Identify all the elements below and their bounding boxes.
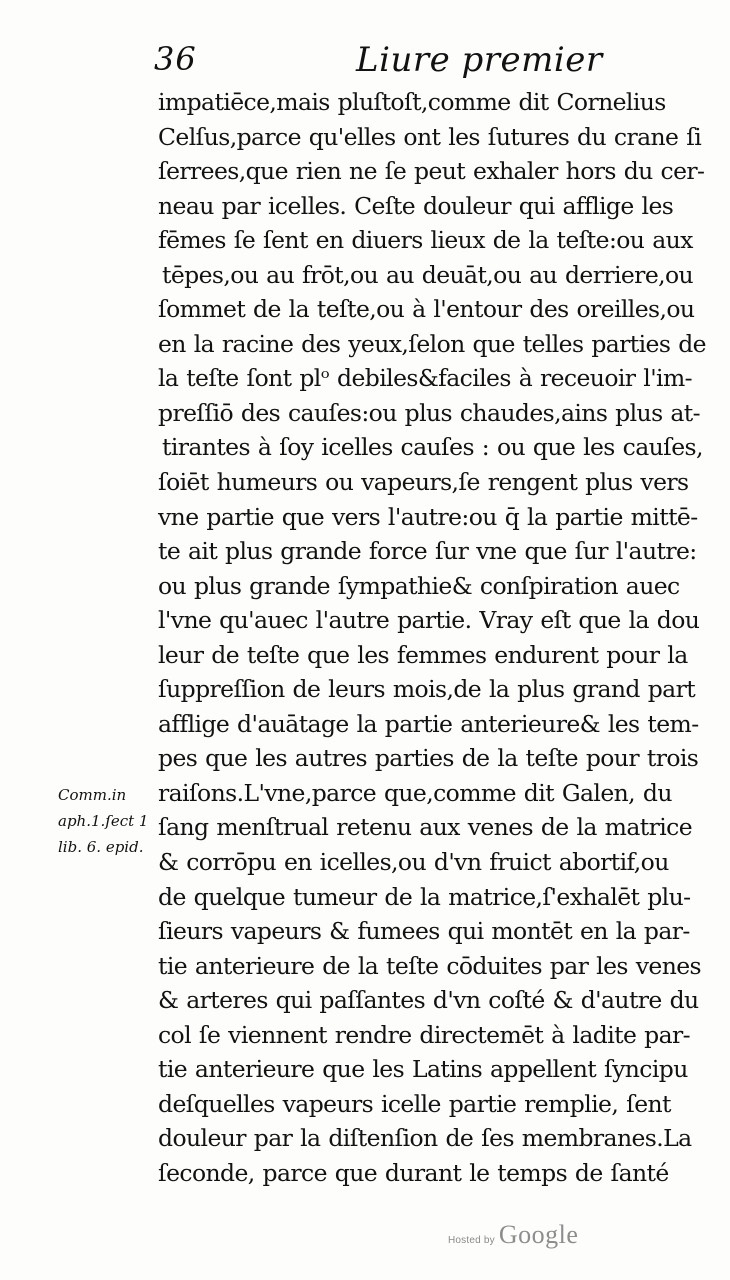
text-line: la teſte ſont plᵒ debiles&faciles à receuoir l'im-: [158, 364, 693, 393]
text-line: raiſons.L'vne,parce que,comme dit Galen, du: [158, 778, 672, 807]
text-line: & corrōpu en icelles,ou d'vn fruict abortif,ou: [158, 848, 669, 877]
text-line: neau par icelles. Ceſte douleur qui afflige les: [158, 191, 674, 220]
text-line: ſerrees,que rien ne ſe peut exhaler hors du cer-: [158, 157, 705, 186]
text-line: fēmes ſe ſent en diuers lieux de la teſte:ou aux: [158, 226, 693, 255]
text-line: ſoiēt humeurs ou vapeurs,ſe rengent plus vers: [158, 468, 689, 497]
text-line: te ait plus grande force ſur vne que ſur l'autre:: [158, 537, 697, 566]
text-line: ou plus grande ſympathie& conſpiration auec: [158, 571, 680, 600]
text-line: preſſiō des cauſes:ou plus chaudes,ains plus at-: [158, 398, 700, 427]
text-line: pes que les autres parties de la teſte pour trois: [158, 744, 699, 773]
text-line: Celſus,parce qu'elles ont les ſutures du crane ſi: [158, 122, 702, 151]
text-line: ſeconde, parce que durant le temps de ſanté: [158, 1158, 669, 1187]
page-number: 36: [154, 40, 197, 78]
text-line: ſuppreſſion de leurs mois,de la plus grand part: [158, 675, 696, 704]
body-text: [158, 85, 718, 1191]
text-line: de quelque tumeur de la matrice,ſ'exhalēt plu-: [158, 882, 691, 911]
google-watermark: [448, 1220, 578, 1250]
marginal-note-line: aph.1.ſect 1: [58, 812, 149, 830]
google-logo: Google: [498, 1220, 579, 1249]
text-line: ſieurs vapeurs & fumees qui montēt en la par-: [158, 917, 690, 946]
text-line: afflige d'auātage la partie anterieure& les tem-: [158, 709, 699, 738]
text-line: douleur par la diſtenſion de ſes membranes.La: [158, 1124, 692, 1153]
text-line: leur de teſte que les femmes endurent pour la: [158, 640, 688, 669]
text-line: & arteres qui paſſantes d'vn coſté & d'autre du: [158, 986, 699, 1015]
text-line: tie anterieure que les Latins appellent ſyncipu: [158, 1055, 688, 1084]
text-line: ſommet de la teſte,ou à l'entour des oreilles,ou: [158, 295, 695, 324]
marginal-note-line: lib. 6. epid.: [58, 838, 144, 856]
text-line: tirantes à ſoy icelles cauſes : ou que les cauſes,: [162, 433, 703, 462]
text-line: en la racine des yeux,ſelon que telles parties de: [158, 329, 706, 358]
text-line: ſang menſtrual retenu aux venes de la matrice: [158, 813, 693, 842]
marginal-note-line: Comm.in: [58, 786, 127, 804]
text-line: col ſe viennent rendre directemēt à ladite par-: [158, 1020, 690, 1049]
text-line: vne partie que vers l'autre:ou q̄ la partie mittē-: [158, 502, 698, 531]
marginal-note: [58, 782, 158, 860]
text-line: tēpes,ou au frōt,ou au deuāt,ou au derriere,ou: [162, 260, 694, 289]
hosted-by-label: Hosted by: [448, 1235, 495, 1246]
text-line: deſquelles vapeurs icelle partie remplie, ſent: [158, 1089, 671, 1118]
text-line: l'vne qu'auec l'autre partie. Vray eſt que la dou: [158, 606, 700, 635]
text-line: impatiēce,mais pluſtoſt,comme dit Cornelius: [158, 88, 666, 116]
text-line: tie anterieure de la teſte cōduites par les venes: [158, 951, 702, 980]
running-title: Liure premier: [356, 40, 603, 80]
